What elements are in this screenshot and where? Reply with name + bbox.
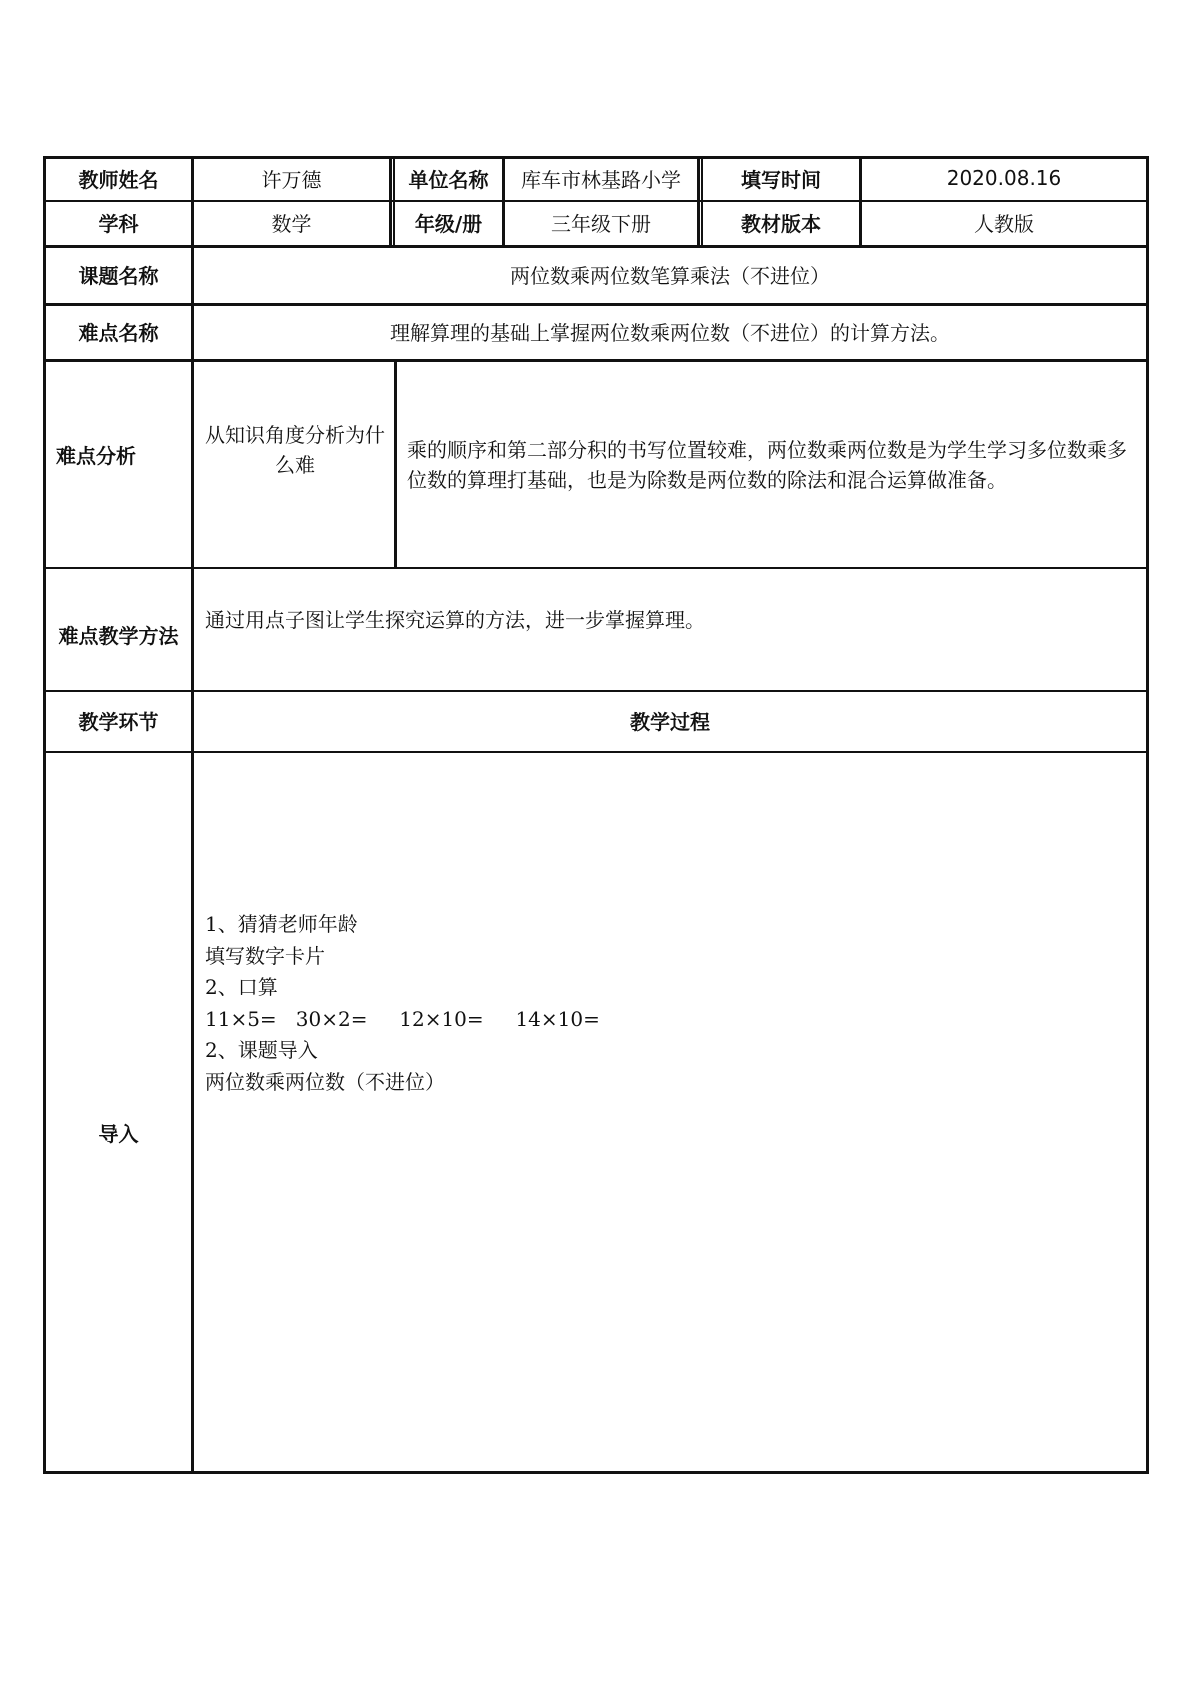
subject-label: 学科 — [98, 211, 139, 236]
process-line: 1、猜猜老师年龄 — [205, 912, 358, 936]
unit-name-label: 单位名称 — [408, 167, 489, 192]
subject-value: 数学 — [271, 211, 312, 236]
edition-label: 教材版本 — [741, 211, 821, 236]
process-line: 填写数字卡片 — [205, 943, 325, 968]
edition-value: 人教版 — [974, 211, 1034, 236]
column-divider — [697, 156, 700, 247]
difficulty-value: 理解算理的基础上掌握两位数乘两位数（不进位）的计算方法。 — [390, 320, 950, 345]
topic-value: 两位数乘两位数笔算乘法（不进位） — [510, 263, 830, 288]
analysis-text: 乘的顺序和第二部分积的书写位置较难，两位数乘两位数是为学生学习多位数乘多位数的算理打基础，也是为除数是两位数的除法和混合运算做准备。 — [407, 438, 1127, 492]
teaching-method-value: 通过用点子图让学生探究运算的方法，进一步掌握算理。 — [205, 608, 705, 632]
teaching-process-header: 教学过程 — [630, 709, 710, 734]
grade-label: 年级/册 — [414, 211, 483, 236]
difficulty-label: 难点名称 — [78, 320, 159, 345]
table-border-bottom — [43, 1471, 1149, 1474]
process-line: 两位数乘两位数（不进位） — [205, 1069, 445, 1094]
process-line: 11×5= 30×2= 12×10= 14×10= — [205, 1006, 600, 1031]
analysis-sub-label: 从知识角度分析为什么难 — [205, 422, 385, 477]
analysis-label: 难点分析 — [56, 443, 136, 468]
topic-label: 课题名称 — [78, 263, 159, 288]
row-divider — [43, 751, 1149, 753]
process-line: 2、课题导入 — [205, 1038, 318, 1062]
teaching-stage-header: 教学环节 — [78, 709, 159, 734]
intro-process-content — [205, 909, 600, 1098]
fill-date-value: 2020.08.16 — [946, 165, 1062, 190]
column-divider — [394, 360, 397, 568]
column-divider — [389, 156, 392, 247]
grade-value: 三年级下册 — [551, 211, 651, 236]
teaching-method-label: 难点教学方法 — [58, 623, 179, 648]
intro-stage-label: 导入 — [98, 1122, 139, 1146]
unit-name-value: 库车市林基路小学 — [521, 167, 681, 192]
process-line: 2、口算 — [205, 975, 278, 999]
teacher-name-value: 许万德 — [261, 167, 322, 192]
table-border-right — [1146, 156, 1149, 1474]
teacher-name-label: 教师姓名 — [78, 167, 159, 192]
fill-date-label: 填写时间 — [741, 167, 821, 192]
